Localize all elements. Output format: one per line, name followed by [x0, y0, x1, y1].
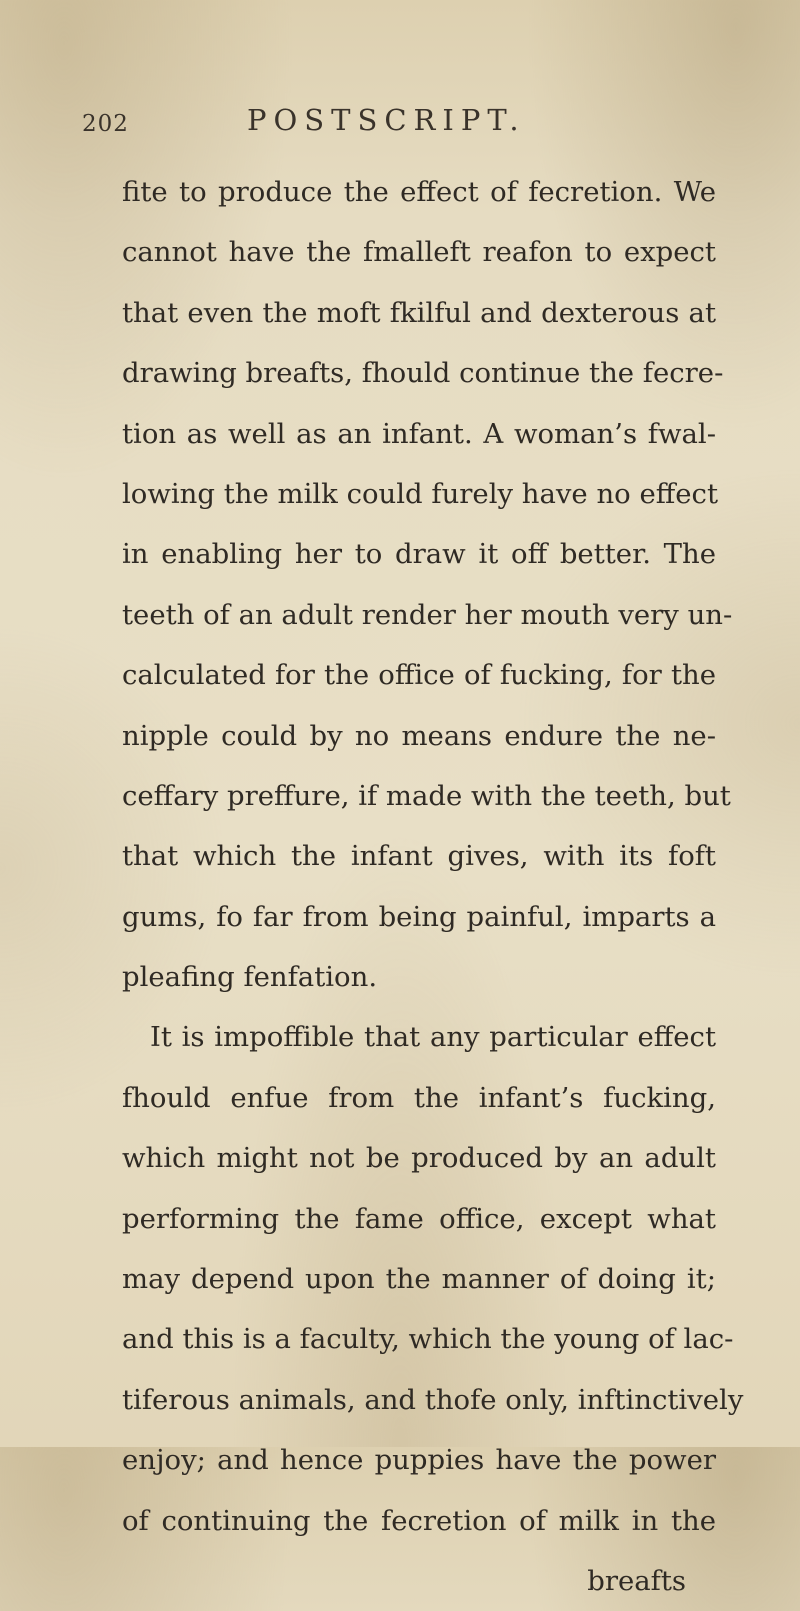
- text-line: tiferous animals, and thofe only, inftinctively: [122, 1383, 744, 1416]
- text-line: pleafing fenfation.: [122, 961, 378, 994]
- text-line: which might not be produced by an adult: [122, 1142, 716, 1175]
- text-line: fite to produce the effect of fecretion. We: [122, 176, 716, 208]
- page-number: 202: [82, 111, 129, 137]
- text-line: nipple could by no means endure the ne-: [122, 719, 716, 752]
- text-line: that even the moft fkilful and dexterous at: [122, 296, 716, 329]
- text-line: drawing breafts, fhould continue the fecre-: [122, 357, 724, 390]
- text-line: and this is a faculty, which the young of lac-: [122, 1323, 734, 1356]
- text-line: teeth of an adult render her mouth very un-: [122, 598, 733, 631]
- text-line: may depend upon the manner of doing it;: [122, 1263, 716, 1296]
- text-line: performing the fame office, except what: [122, 1202, 716, 1235]
- text-line: enjoy; and hence puppies have the power: [122, 1444, 716, 1477]
- text-line: calculated for the office of fucking, for the: [122, 659, 716, 692]
- catchword: breafts: [587, 1564, 686, 1597]
- text-line: of continuing the fecretion of milk in the: [122, 1504, 716, 1537]
- text-line: It is impoffible that any particular effect: [150, 1021, 716, 1054]
- text-line: cannot have the fmalleft reafon to expect: [122, 236, 716, 269]
- text-line: that which the infant gives, with its foft: [122, 840, 716, 873]
- text-line: lowing the milk could furely have no effect: [122, 477, 718, 510]
- text-line: ceffary preffure, if made with the teeth, but: [122, 779, 731, 812]
- running-head: POSTSCRIPT.: [247, 103, 526, 137]
- text-line: tion as well as an infant. A woman’s fwal-: [122, 417, 716, 450]
- page-header: [82, 103, 722, 143]
- text-line: in enabling her to draw it off better. The: [122, 538, 716, 571]
- body-text: [122, 162, 744, 1611]
- text-line: gums, fo far from being painful, imparts a: [122, 900, 716, 933]
- text-line: fhould enfue from the infant’s fucking,: [122, 1081, 716, 1114]
